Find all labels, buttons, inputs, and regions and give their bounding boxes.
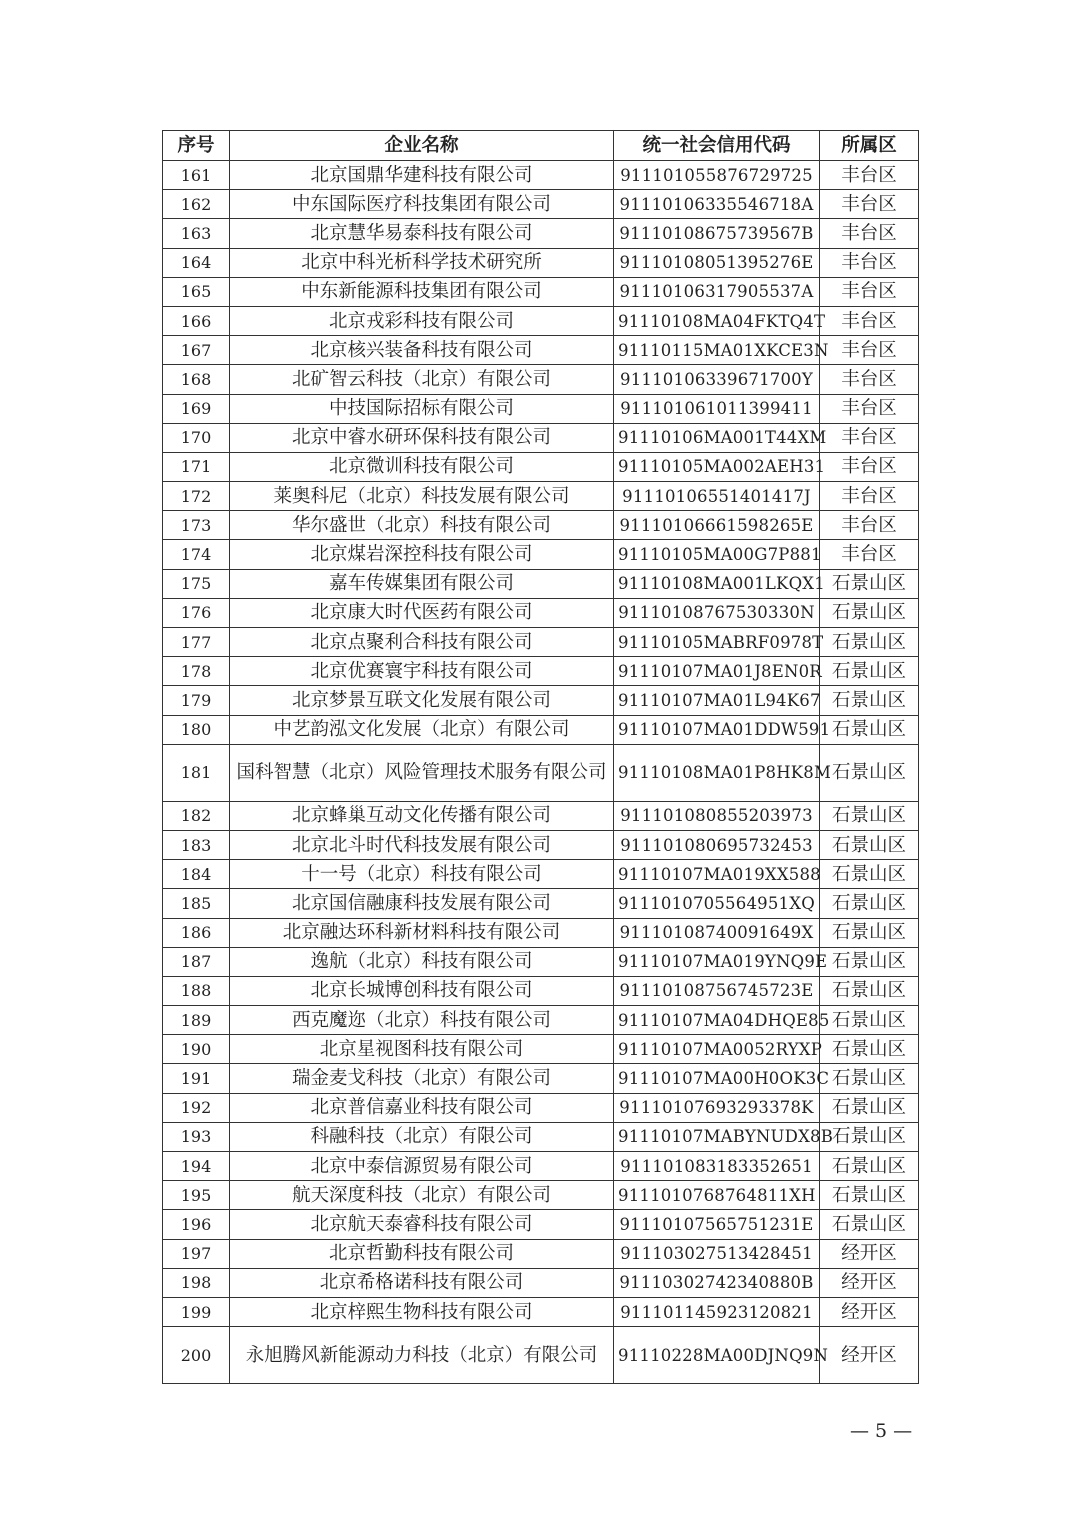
table-row — [163, 860, 919, 889]
row-company-name: 中技国际招标有限公司 — [230, 394, 614, 423]
table-row — [163, 569, 919, 598]
row-credit-code: 91110108675739567B — [614, 219, 820, 248]
row-seq: 183 — [163, 830, 230, 859]
row-company-name: 中艺韵泓文化发展（北京）有限公司 — [230, 715, 614, 744]
row-seq: 191 — [163, 1064, 230, 1093]
row-district: 经开区 — [820, 1268, 919, 1297]
row-credit-code: 911101061011399411 — [614, 394, 820, 423]
row-credit-code: 91110108756745723E — [614, 976, 820, 1005]
row-company-name: 十一号（北京）科技有限公司 — [230, 860, 614, 889]
row-credit-code: 91110228MA00DJNQ9N — [614, 1327, 820, 1384]
row-seq: 167 — [163, 336, 230, 365]
row-seq: 161 — [163, 161, 230, 190]
row-credit-code: 91110107MA04DHQE85 — [614, 1006, 820, 1035]
table-row — [163, 918, 919, 947]
row-seq: 172 — [163, 482, 230, 511]
table-row — [163, 219, 919, 248]
row-seq: 185 — [163, 889, 230, 918]
row-district: 经开区 — [820, 1297, 919, 1326]
row-company-name: 北京蜂巢互动文化传播有限公司 — [230, 801, 614, 830]
table-row — [163, 190, 919, 219]
row-district: 经开区 — [820, 1239, 919, 1268]
row-credit-code: 91110115MA01XKCE3N — [614, 336, 820, 365]
table-row — [163, 1181, 919, 1210]
row-credit-code: 911101080695732453 — [614, 830, 820, 859]
table-row — [163, 365, 919, 394]
row-district: 石景山区 — [820, 598, 919, 627]
row-seq: 192 — [163, 1093, 230, 1122]
row-credit-code: 91110107693293378K — [614, 1093, 820, 1122]
row-company-name: 永旭腾风新能源动力科技（北京）有限公司 — [230, 1327, 614, 1384]
row-credit-code: 91110107MA019XX588 — [614, 860, 820, 889]
row-district: 丰台区 — [820, 219, 919, 248]
row-company-name: 科融科技（北京）有限公司 — [230, 1122, 614, 1151]
row-company-name: 华尔盛世（北京）科技有限公司 — [230, 511, 614, 540]
row-seq: 174 — [163, 540, 230, 569]
row-credit-code: 911101055876729725 — [614, 161, 820, 190]
row-seq: 170 — [163, 423, 230, 452]
row-seq: 196 — [163, 1210, 230, 1239]
row-district: 丰台区 — [820, 540, 919, 569]
table-row — [163, 1006, 919, 1035]
row-credit-code: 91110108MA04FKTQ4T — [614, 306, 820, 335]
table-row — [163, 394, 919, 423]
table-row — [163, 598, 919, 627]
row-district: 丰台区 — [820, 394, 919, 423]
row-credit-code: 91110108767530330N — [614, 598, 820, 627]
row-district: 石景山区 — [820, 889, 919, 918]
table-row — [163, 686, 919, 715]
row-company-name: 北京点聚利合科技有限公司 — [230, 628, 614, 657]
table-row — [163, 1035, 919, 1064]
row-seq: 175 — [163, 569, 230, 598]
row-company-name: 北京微训科技有限公司 — [230, 452, 614, 481]
row-credit-code: 91110107MABYNUDX8B — [614, 1122, 820, 1151]
row-district: 丰台区 — [820, 336, 919, 365]
row-seq: 165 — [163, 277, 230, 306]
row-seq: 198 — [163, 1268, 230, 1297]
row-district: 丰台区 — [820, 423, 919, 452]
row-credit-code: 9111010768764811XH — [614, 1181, 820, 1210]
row-company-name: 北京星视图科技有限公司 — [230, 1035, 614, 1064]
row-district: 石景山区 — [820, 830, 919, 859]
row-district: 石景山区 — [820, 976, 919, 1005]
row-credit-code: 91110106339671700Y — [614, 365, 820, 394]
row-credit-code: 91110107MA00H0OK3C — [614, 1064, 820, 1093]
row-district: 石景山区 — [820, 686, 919, 715]
table-row — [163, 161, 919, 190]
row-seq: 199 — [163, 1297, 230, 1326]
row-district: 丰台区 — [820, 248, 919, 277]
row-seq: 166 — [163, 306, 230, 335]
row-company-name: 北京普信嘉业科技有限公司 — [230, 1093, 614, 1122]
header-seq: 序号 — [163, 131, 230, 161]
table-row — [163, 947, 919, 976]
row-company-name: 北京北斗时代科技发展有限公司 — [230, 830, 614, 859]
row-district: 石景山区 — [820, 1093, 919, 1122]
page-number: — 5 — — [850, 1420, 913, 1442]
row-company-name: 莱奥科尼（北京）科技发展有限公司 — [230, 482, 614, 511]
table-row — [163, 889, 919, 918]
row-credit-code: 911103027513428451 — [614, 1239, 820, 1268]
row-company-name: 国科智慧（北京）风险管理技术服务有限公司 — [230, 744, 614, 801]
row-seq: 194 — [163, 1152, 230, 1181]
row-district: 石景山区 — [820, 1210, 919, 1239]
row-seq: 193 — [163, 1122, 230, 1151]
row-seq: 189 — [163, 1006, 230, 1035]
enterprise-table — [162, 130, 919, 1384]
table-row — [163, 830, 919, 859]
table-row — [163, 452, 919, 481]
row-seq: 182 — [163, 801, 230, 830]
row-credit-code: 91110105MA00G7P881 — [614, 540, 820, 569]
row-credit-code: 911101145923120821 — [614, 1297, 820, 1326]
table-row — [163, 628, 919, 657]
row-seq: 180 — [163, 715, 230, 744]
enterprise-table-container — [162, 130, 918, 1384]
row-company-name: 北京慧华易泰科技有限公司 — [230, 219, 614, 248]
table-row — [163, 657, 919, 686]
table-row — [163, 801, 919, 830]
table-row — [163, 1268, 919, 1297]
row-seq: 173 — [163, 511, 230, 540]
row-credit-code: 91110108MA01P8HK8M — [614, 744, 820, 801]
table-row — [163, 1239, 919, 1268]
row-seq: 188 — [163, 976, 230, 1005]
table-row — [163, 744, 919, 801]
row-district: 石景山区 — [820, 1122, 919, 1151]
row-credit-code: 911101080855203973 — [614, 801, 820, 830]
row-district: 石景山区 — [820, 860, 919, 889]
row-district: 丰台区 — [820, 482, 919, 511]
row-district: 石景山区 — [820, 569, 919, 598]
row-seq: 195 — [163, 1181, 230, 1210]
row-credit-code: 9111010705564951XQ — [614, 889, 820, 918]
row-district: 经开区 — [820, 1327, 919, 1384]
row-seq: 162 — [163, 190, 230, 219]
row-district: 丰台区 — [820, 190, 919, 219]
row-credit-code: 91110108740091649X — [614, 918, 820, 947]
table-row — [163, 715, 919, 744]
table-body — [163, 161, 919, 1384]
row-seq: 176 — [163, 598, 230, 627]
row-company-name: 北京梓熙生物科技有限公司 — [230, 1297, 614, 1326]
row-company-name: 北京国鼎华建科技有限公司 — [230, 161, 614, 190]
row-district: 石景山区 — [820, 1064, 919, 1093]
row-seq: 163 — [163, 219, 230, 248]
row-company-name: 北京航天泰睿科技有限公司 — [230, 1210, 614, 1239]
row-company-name: 西克魔迩（北京）科技有限公司 — [230, 1006, 614, 1035]
row-seq: 200 — [163, 1327, 230, 1384]
row-credit-code: 91110106661598265E — [614, 511, 820, 540]
row-credit-code: 91110105MA002AEH31 — [614, 452, 820, 481]
row-district: 丰台区 — [820, 365, 919, 394]
table-row — [163, 540, 919, 569]
row-district: 石景山区 — [820, 801, 919, 830]
row-company-name: 北京康大时代医药有限公司 — [230, 598, 614, 627]
row-seq: 190 — [163, 1035, 230, 1064]
row-company-name: 嘉车传媒集团有限公司 — [230, 569, 614, 598]
table-row — [163, 423, 919, 452]
row-company-name: 北京煤岩深控科技有限公司 — [230, 540, 614, 569]
table-row — [163, 306, 919, 335]
row-district: 石景山区 — [820, 918, 919, 947]
table-row — [163, 482, 919, 511]
row-district: 石景山区 — [820, 1152, 919, 1181]
row-seq: 187 — [163, 947, 230, 976]
table-row — [163, 1210, 919, 1239]
row-seq: 177 — [163, 628, 230, 657]
row-district: 石景山区 — [820, 744, 919, 801]
row-credit-code: 91110107MA01J8EN0R — [614, 657, 820, 686]
table-row — [163, 1297, 919, 1326]
row-company-name: 北京优赛寰宇科技有限公司 — [230, 657, 614, 686]
row-credit-code: 91110107565751231E — [614, 1210, 820, 1239]
row-company-name: 北京梦景互联文化发展有限公司 — [230, 686, 614, 715]
row-district: 丰台区 — [820, 277, 919, 306]
row-company-name: 航天深度科技（北京）有限公司 — [230, 1181, 614, 1210]
row-district: 石景山区 — [820, 657, 919, 686]
table-row — [163, 1122, 919, 1151]
row-credit-code: 91110107MA019YNQ9E — [614, 947, 820, 976]
row-company-name: 北京哲勤科技有限公司 — [230, 1239, 614, 1268]
row-credit-code: 91110106MA001T44XM — [614, 423, 820, 452]
row-seq: 186 — [163, 918, 230, 947]
row-company-name: 北矿智云科技（北京）有限公司 — [230, 365, 614, 394]
row-company-name: 北京希格诺科技有限公司 — [230, 1268, 614, 1297]
header-company-name: 企业名称 — [230, 131, 614, 161]
table-row — [163, 248, 919, 277]
row-district: 石景山区 — [820, 715, 919, 744]
row-district: 石景山区 — [820, 947, 919, 976]
table-row — [163, 1152, 919, 1181]
table-row — [163, 1064, 919, 1093]
header-district: 所属区 — [820, 131, 919, 161]
row-district: 丰台区 — [820, 306, 919, 335]
row-credit-code: 91110107MA01DDW591 — [614, 715, 820, 744]
row-seq: 181 — [163, 744, 230, 801]
row-seq: 171 — [163, 452, 230, 481]
row-company-name: 瑞金麦戈科技（北京）有限公司 — [230, 1064, 614, 1093]
table-row — [163, 511, 919, 540]
row-credit-code: 91110105MABRF0978T — [614, 628, 820, 657]
row-company-name: 北京中睿水研环保科技有限公司 — [230, 423, 614, 452]
row-seq: 169 — [163, 394, 230, 423]
row-district: 石景山区 — [820, 628, 919, 657]
row-seq: 168 — [163, 365, 230, 394]
row-seq: 178 — [163, 657, 230, 686]
row-seq: 184 — [163, 860, 230, 889]
row-company-name: 北京融达环科新材料科技有限公司 — [230, 918, 614, 947]
row-credit-code: 91110106335546718A — [614, 190, 820, 219]
table-row — [163, 1093, 919, 1122]
row-credit-code: 91110107MA01L94K67 — [614, 686, 820, 715]
row-district: 石景山区 — [820, 1035, 919, 1064]
row-company-name: 北京长城博创科技有限公司 — [230, 976, 614, 1005]
table-header-row — [163, 131, 919, 161]
row-seq: 197 — [163, 1239, 230, 1268]
table-row — [163, 336, 919, 365]
row-credit-code: 91110302742340880B — [614, 1268, 820, 1297]
row-credit-code: 911101083183352651 — [614, 1152, 820, 1181]
row-seq: 179 — [163, 686, 230, 715]
row-district: 丰台区 — [820, 452, 919, 481]
row-credit-code: 91110106551401417J — [614, 482, 820, 511]
row-district: 丰台区 — [820, 161, 919, 190]
table-row — [163, 277, 919, 306]
row-district: 丰台区 — [820, 511, 919, 540]
row-company-name: 北京核兴装备科技有限公司 — [230, 336, 614, 365]
row-credit-code: 91110107MA0052RYXP — [614, 1035, 820, 1064]
table-row — [163, 976, 919, 1005]
row-credit-code: 91110106317905537A — [614, 277, 820, 306]
row-credit-code: 91110108051395276E — [614, 248, 820, 277]
row-company-name: 逸航（北京）科技有限公司 — [230, 947, 614, 976]
row-company-name: 北京中泰信源贸易有限公司 — [230, 1152, 614, 1181]
row-company-name: 北京国信融康科技发展有限公司 — [230, 889, 614, 918]
row-district: 石景山区 — [820, 1181, 919, 1210]
header-credit-code: 统一社会信用代码 — [614, 131, 820, 161]
row-seq: 164 — [163, 248, 230, 277]
row-company-name: 北京戎彩科技有限公司 — [230, 306, 614, 335]
row-company-name: 北京中科光析科学技术研究所 — [230, 248, 614, 277]
row-company-name: 中东国际医疗科技集团有限公司 — [230, 190, 614, 219]
row-company-name: 中东新能源科技集团有限公司 — [230, 277, 614, 306]
table-row — [163, 1327, 919, 1384]
row-district: 石景山区 — [820, 1006, 919, 1035]
row-credit-code: 91110108MA001LKQX1 — [614, 569, 820, 598]
